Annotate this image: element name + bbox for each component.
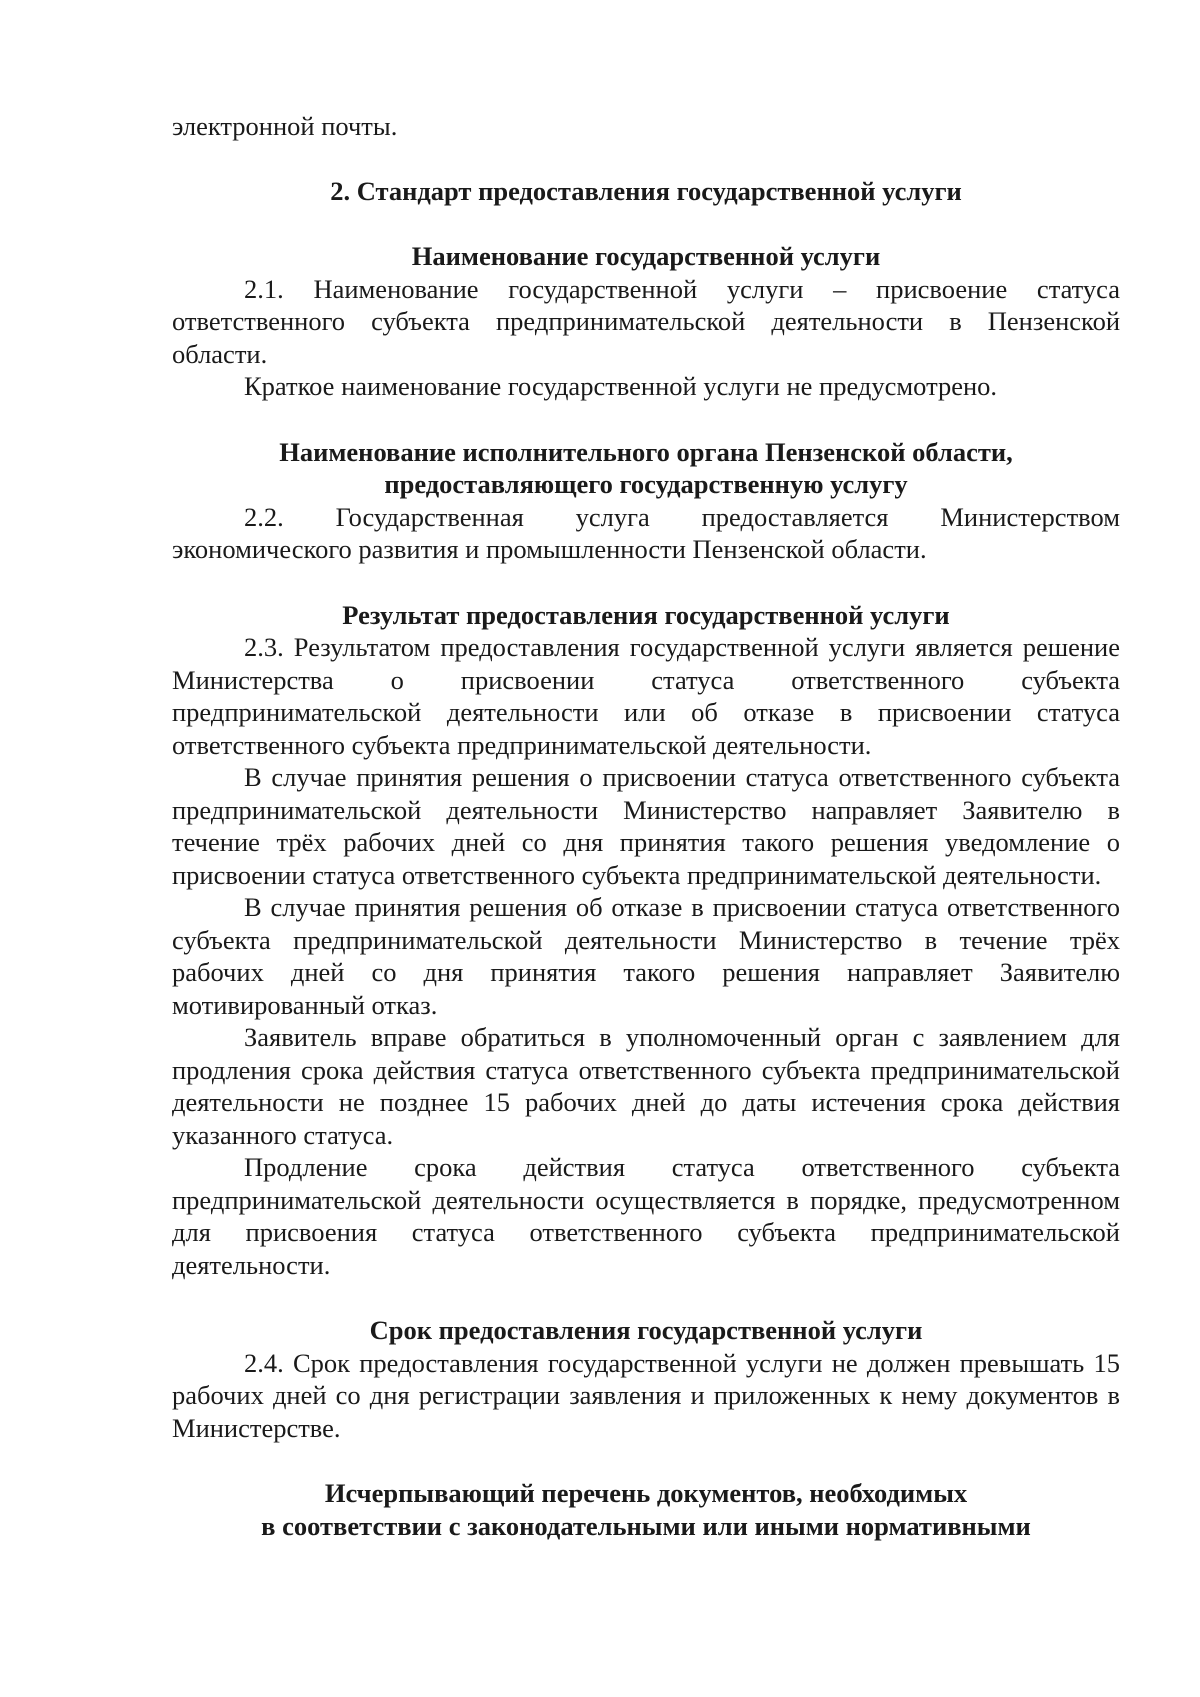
paragraph-2-2: 2.2. Государственная услуга предоставляется Министерством экономического развития и промышленности Пензенской области. xyxy=(172,501,1120,564)
heading-service-name: Наименование государственной услуги xyxy=(411,241,881,271)
continuation-text: электронной почты. xyxy=(172,111,398,141)
paragraph-approval-notice: В случае принятия решения о присвоении статуса ответственного субъекта предпринимательской деятельности Министерство направляет Заявителю в течение трёх рабочих дней со дня принятия такого решения уведомление о присвоении статуса ответственного субъекта предпринимательской деятельности. xyxy=(172,762,1120,890)
heading-authority-line2: предоставляющего государственную услугу xyxy=(384,469,908,499)
heading-documents-line2: в соответствии с законодательными или иными нормативными xyxy=(261,1510,1031,1541)
paragraph-extension-request: Заявитель вправе обратиться в уполномоченный орган с заявлением для продления срока действия статуса ответственного субъекта предпринимательской деятельности не позднее 15 рабочих дней до даты истечения срока действия указанного статуса. xyxy=(172,1022,1120,1150)
section-title: 2. Стандарт предоставления государственной услуги xyxy=(330,175,962,206)
paragraph-refusal-notice: В случае принятия решения об отказе в присвоении статуса ответственного субъекта предпринимательской деятельности Министерство в течение трёх рабочих дней со дня принятия такого решения направляет Заявителю мотивированный отказ. xyxy=(172,892,1120,1020)
heading-term: Срок предоставления государственной услуги xyxy=(369,1315,923,1345)
paragraph-extension-procedure: Продление срока действия статуса ответственного субъекта предпринимательской деятельности осуществляется в порядке, предусмотренном для присвоения статуса ответственного субъекта предпринимательской деятельности. xyxy=(172,1152,1120,1280)
heading-documents-line1: Исчерпывающий перечень документов, необходимых xyxy=(324,1478,968,1508)
paragraph-2-1: 2.1. Наименование государственной услуги – присвоение статуса ответственного субъекта предпринимательской деятельности в Пензенской области. xyxy=(172,273,1120,369)
document-page xyxy=(172,110,1120,1542)
paragraph-2-3: 2.3. Результатом предоставления государственной услуги является решение Министерства о присвоении статуса ответственного субъекта предпринимательской деятельности или об отказе в присвоении статуса ответственного субъекта предпринимательской деятельности. xyxy=(172,632,1120,760)
paragraph-short-name: Краткое наименование государственной услуги не предусмотрено. xyxy=(244,371,998,401)
paragraph-2-4: 2.4. Срок предоставления государственной услуги не должен превышать 15 рабочих дней со дня регистрации заявления и приложенных к нему документов в Министерстве. xyxy=(172,1347,1120,1443)
heading-result: Результат предоставления государственной услуги xyxy=(342,599,950,630)
heading-authority-line1: Наименование исполнительного органа Пензенской области, xyxy=(279,436,1013,467)
